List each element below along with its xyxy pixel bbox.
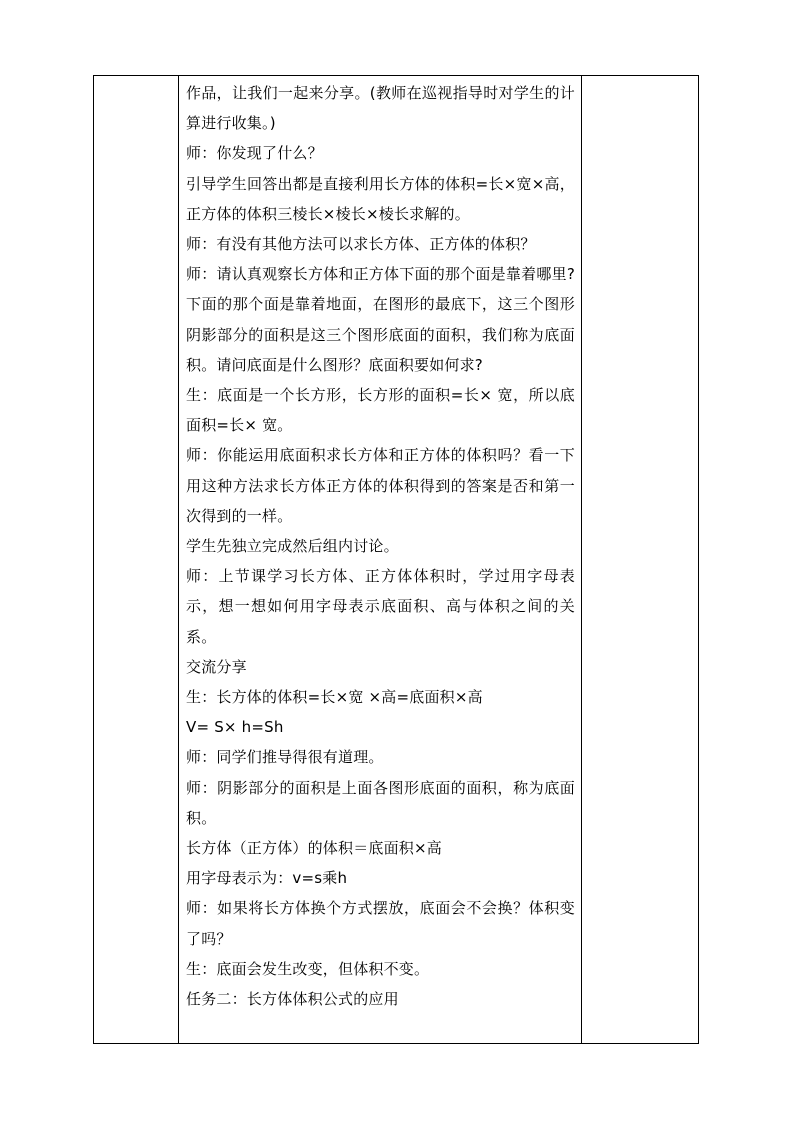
text-line: 师：你发现了什么？ [186,144,323,163]
text-line: 交流分享 [186,657,247,676]
text-line: 用字母表示为：v=s乘h [186,869,348,888]
lesson-table [93,75,699,1044]
text-line: 师：请认真观察长方体和正方体下面的那个面是靠着哪里?下面的那个面是靠着地面，在图形的最底下，这三个图形阴影部分的面积是这三个图形底面的面积，我们称为底面积。请问底面是什么图形？底面积要如何求? [186,265,575,374]
table-row [94,76,699,1044]
right-cell [582,76,699,1044]
text-line: 师：你能运用底面积求长方体和正方体的体积吗？看一下用这种方法求长方体正方体的体积得到的答案是否和第一次得到的一样。 [186,446,575,525]
text-line: 生：长方体的体积=长×宽 ×高=底面积×高 [186,688,483,707]
text-line: 师：有没有其他方法可以求长方体、正方体的体积？ [186,235,536,254]
text-line: 作品，让我们一起来分享。(教师在巡视指导时对学生的计算进行收集。) [186,84,575,133]
text-line: 长方体（正方体）的体积＝底面积×高 [186,839,442,858]
text-line: 师：上节课学习长方体、正方体体积时，学过用字母表示，想一想如何用字母表示底面积、高与体积之间的关系。 [186,567,575,646]
text-line: 生：底面会发生改变，但体积不变。 [186,959,430,978]
text-line: V= S× h=Sh [186,718,284,737]
text-line: 学生先独立完成然后组内讨论。 [186,537,399,556]
text-line: 引导学生回答出都是直接利用长方体的体积=长×宽×高，正方体的体积三棱长×棱长×棱长求解的。 [186,174,575,223]
text-line: 师：阴影部分的面积是上面各图形底面的面积，称为底面积。 [186,778,575,827]
text-line: 任务二：长方体体积公式的应用 [186,990,399,1009]
text-line: 师：同学们推导得很有道理。 [186,748,384,767]
text-line: 生：底面是一个长方形，长方形的面积=长× 宽，所以底面积=长× 宽。 [186,386,575,435]
text-line: 师：如果将长方体换个方式摆放，底面会不会换？体积变了吗？ [186,899,575,948]
lesson-content [179,76,581,1014]
content-cell [179,76,582,1044]
left-cell [94,76,179,1044]
